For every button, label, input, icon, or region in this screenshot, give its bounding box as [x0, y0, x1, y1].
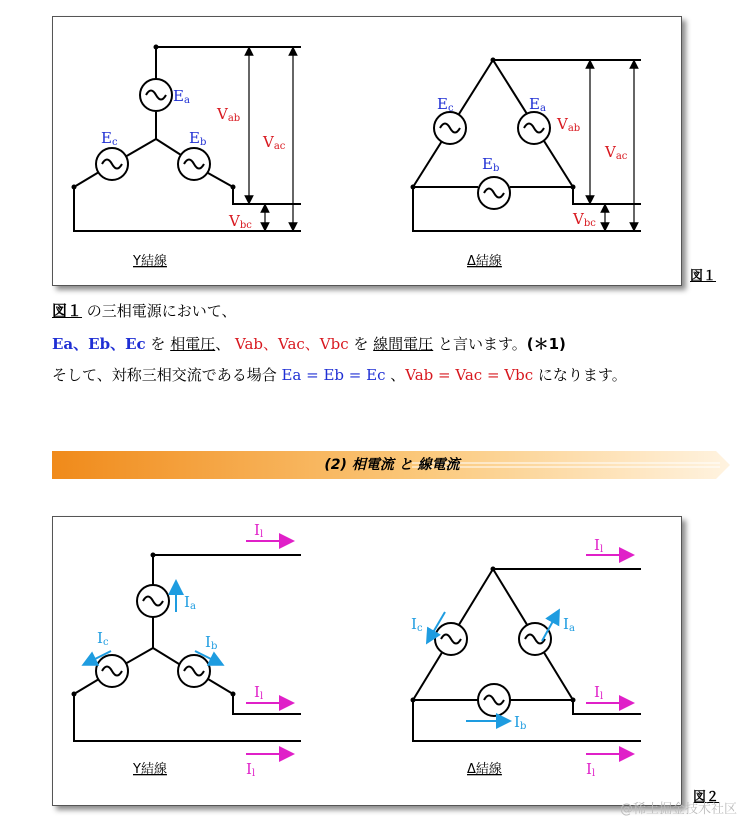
text-line-1: [52, 300, 237, 321]
line2-sep: 、: [215, 335, 235, 353]
delta-vab-label: Vab: [557, 115, 581, 134]
figure-2-panel: [52, 516, 682, 806]
y-ea-label: Ea: [173, 87, 190, 106]
delta-ec-label: Ec: [437, 95, 454, 114]
y-ec-label: Ec: [101, 129, 118, 148]
fig1-y-caption: Y結線: [133, 254, 167, 269]
watermark: @稀土掘金技术社区: [619, 802, 737, 817]
line3-mid: 、: [385, 366, 406, 384]
line1-text: の三相電源において、: [82, 302, 237, 320]
delta-vac-label: Vac: [605, 143, 628, 162]
delta-current-sources: [411, 567, 576, 717]
delta-ib-label: Ib: [514, 713, 527, 732]
y-current-wiring: [74, 555, 301, 741]
section-title: (2) 相電流 と 線電流: [324, 457, 460, 473]
delta-il-top-label: Il: [594, 536, 604, 555]
figure-1-panel: [52, 16, 682, 286]
figure-2-diagram: [53, 517, 681, 805]
figure-reference: 図１: [52, 302, 83, 320]
line-voltage-equality: Vab = Vac = Vbc: [405, 366, 534, 384]
line-voltage-term: 線間電圧: [373, 335, 434, 353]
delta-il-bot-label: Il: [586, 760, 596, 779]
y-current-arrows: [85, 541, 291, 754]
y-il-top-label: Il: [254, 521, 264, 540]
y-ia-label: Ia: [184, 593, 196, 612]
fig2-y-caption: Y結線: [133, 762, 167, 777]
line2-wo2: を: [348, 335, 374, 353]
line2-end: と言います。: [433, 335, 527, 353]
line2-wo1: を: [145, 335, 171, 353]
delta-eb-label: Eb: [482, 155, 500, 174]
section-banner: [52, 449, 732, 481]
delta-ia-label: Ia: [563, 615, 575, 634]
delta-ea-label: Ea: [529, 95, 546, 114]
fig2-delta-caption: Δ結線: [467, 762, 502, 777]
y-il-bot-label: Il: [246, 760, 256, 779]
y-vab-label: Vab: [217, 105, 241, 124]
fig1-delta-caption: Δ結線: [467, 254, 502, 269]
text-line-3: [52, 364, 627, 385]
y-il-mid-label: Il: [254, 683, 264, 702]
y-vbc-label: Vbc: [229, 212, 252, 231]
phase-voltage-symbols: Ea、Eb、Ec: [52, 335, 146, 353]
line-voltage-symbols: Vab、Vac、Vbc: [234, 335, 349, 353]
phase-voltage-term: 相電圧: [170, 335, 216, 353]
delta-il-mid-label: Il: [594, 683, 604, 702]
footnote-ref: (＊1): [526, 335, 566, 353]
line3-end: になります。: [533, 366, 627, 384]
y-sources: [72, 45, 236, 190]
y-eb-label: Eb: [189, 129, 207, 148]
delta-ic-label: Ic: [411, 615, 423, 634]
y-ic-label: Ic: [97, 629, 109, 648]
figure-2-number: 図２: [693, 790, 720, 805]
y-vac-label: Vac: [263, 133, 286, 152]
figure-1-number: 図１: [690, 269, 717, 284]
phase-equality: Ea = Eb = Ec: [281, 366, 386, 384]
delta-vbc-label: Vbc: [573, 210, 596, 229]
line3-lead: そして、対称三相交流である場合: [52, 366, 282, 384]
figure-1-diagram: [53, 17, 681, 285]
text-line-2: [52, 333, 566, 354]
y-ib-label: Ib: [205, 633, 218, 652]
